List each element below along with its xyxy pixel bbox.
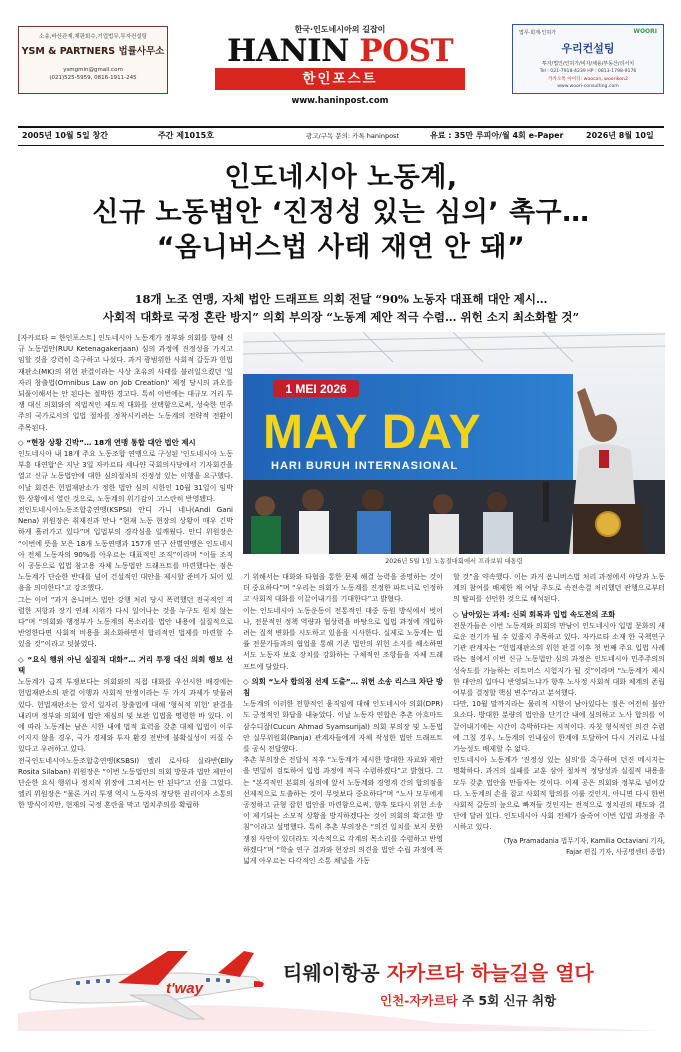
paragraph: 다만, 10월 말까지라는 물리적 시한이 남아있다는 점은 여전히 불안 요소다. 방대한 분량의 법안을 단기간 내에 심의하고 노사 합의를 이끌어내기에는 시간이 촉박하다는 지적이다. 자칫 형식적인 의견 수렴에 그칠 경우, 노동계의 인내심이 한계에 도달하여 다시 거리로 나설 가능성도 배제할 수 없다. [453,699,665,754]
law-firm-name: YSM & PARTNERS 법률사무소 [21,46,165,57]
banner-date: 1 MEI 2026 [285,382,347,396]
subscription-contact: 광고/구독 문의: 카톡 haninpost [306,132,399,140]
ad-title-airline: 티웨이항공 [283,961,387,985]
headline-line-2: 신규 노동법안 ‘진정성 있는 심의’ 촉구… [92,197,590,228]
paragraph: 이는 인도네시아 노동운동이 전통적인 대중 동원 방식에서 벗어나, 전문적인 정책 역량과 협상력을 바탕으로 입법 과정에 개입하려는 질적 변화를 시도하고 있음을 시사한다. 실제로 노동계는 법률 전문가들과의 협업을 통해 기존 법안의 위헌 소지를 해소하면서도 노동자 보호 장치를 강화하는 구체적인 조항들을 자체 드래프트에 담았다. [243,605,443,671]
paragraph: [자카르타 = 한인포스트] 인도네시아 노동계가 정부와 의회를 향해 신규 노동법안(RUU Ketenagakerjaan) 심의 과정에 진정성을 가지고 임할 것을 강력히 촉구하고 나섰다. 과거 광범위한 사회적 갈등과 헌법재판소(MK)의 위헌 판결이라는 사상 초유의 사태를 불러일으켰던 '일자리 창출법(Omnibus Law on Job Creation)' 제정 당시의 과오를 되풀이해서는 안 된다는 절박한 경고다. 특히 이번에는 대규모 거리 투쟁 대신 의회와의 적법적인 제도적 대화를 선택함으로써, 성숙한 민주주의 국가로서의 입법 절차를 정착시키려는 노동계의 전략적 전환이 주목된다. [18,333,233,432]
banner-subtitle: HARI BURUH INTERNASIONAL [271,460,459,472]
ad-sub-frequency: 주 5회 신규 취항 [457,993,557,1008]
article-column-3 [453,571,665,858]
issue-date: 2026년 8월 10일 [586,131,654,140]
ad-title-route: 자카르타 하늘길을 열다 [386,961,594,985]
paragraph: 인도네시아 내 18개 주요 노동조합 연맹으로 구성된 '인도네시아 노동부흥 대연합'은 지난 3일 자카르타 세나얀 국회의사당에서 기자회견을 열고 신규 노동법안에 대한 심의절차의 진정성 있는 이행을 요구했다. 이날 회견은 헌법재판소가 정한 법안 심의 시한인 10월 31일이 임박한 상황에서 열린 것으로, 노동계의 위기감이 고스란히 반영됐다. [18,449,233,503]
banner-may-day: MAY DAY [263,406,482,459]
info-rule [18,145,664,146]
law-firm-email: ysmgmin@gmail.com [63,67,123,73]
paragraph: 전인도네시아노동조합총연맹(KSPSI) 안디 가니 네나(Andi Gani Nena) 위원장은 취재진과 만나 “현재 노동 현장의 상황이 매우 긴박하게 흘러가고 있다”며 입법부의 경각심을 일깨웠다. 안디 위원장은 “이번에 뜻을 모은 18개 노동연맹과 157개 연구 산별연맹은 인도네시아 전체 노동자의 90%를 아우르는 대표적인 조직”이라며 “이들 조직이 공동으로 입법 참고용 자체 노동법안 드래프트를 마련했다는 점은 노동계가 단순한 반대를 넘어 건설적인 대안을 제시할 준비가 되어 있음을 의미한다”고 강조했다. [18,505,233,593]
section-heading: ◇ “요식 행위 아닌 실질적 대화”… 거리 투쟁 대신 의회 행보 선택 [18,654,233,675]
consulting-kakao: 카카오톡 아이디: woocon, woorikon2 [548,77,628,82]
ad-title [283,957,594,986]
headline-line-1: 인도네시아 노동계, [224,162,458,193]
subhead-line-1: 18개 노조 연맹, 자체 법안 드래프트 의회 전달 “90% 노동자 대표해 대안 제시… [134,292,548,306]
article-column-1 [18,332,233,811]
korean-name-bar: 한인포스트 [215,68,465,90]
section-heading: ◇ “현장 상황 긴박”… 18개 연맹 통합 대안 법안 제시 [18,437,196,447]
consulting-name: 우리컨설팅 [561,42,615,55]
newspaper-logo[interactable] [200,35,480,67]
law-firm-phone: (021)525-5959, 0816-1911-245 [49,75,137,81]
byline-2: Fajar 편집 기자, 사공명센터 종합) [566,847,665,856]
issue-number: 주간 제1015호 [158,131,214,140]
paragraph: 전문가들은 이번 노동계와 의회의 만남이 인도네시아 입법 문화의 새로운 전기가 될 수 있을지 주목하고 있다. 자카르타 소재 한 국책연구기관 관계자는 “헌법재판소의 위헌 판결 이후 첫 번째 주요 입법 사례라는 점에서 이번 신규 노동법안 심의 과정은 인도네시아 민주주의의 성숙도를 가늠하는 리트머스 시험지가 될 것”이라며 “노동계가 제시한 대안의 입마나 반영되느냐가 향후 노사정 사회적 대화 체계의 존립 여부를 결정할 핵심 변수”라고 분석했다. [453,620,665,698]
photo-caption: 2026년 5월 1일 노동절대회에서 프라보워 대통령 [385,558,523,565]
section-heading: ◇ 의회 “노사 합의점 선제 도출”… 위헌 소송 리스크 차단 방침 [243,676,443,698]
price: 유료 : 35만 루피아/월 4회 e-Paper [430,131,564,140]
law-firm-ad[interactable] [18,26,168,94]
consulting-ad[interactable] [512,24,664,94]
paragraph: 전국인도네시아노동조합총연맹(KSBSI) 엘리 로사타 실라반(Elly Rosita Silaban) 위원장은 “이번 노동법안의 의회 방문과 법안 제안이 단순한 요식 행위나 정치적 위장에 그쳐서는 안 된다”고 선을 그었다. 엘리 위원장은 “물론 거리 투쟁 역시 노동자의 정당한 권리이자 소통의 한 방식이지만, 현재의 국정 혼란을 막고 법치주의를 확립하 [18,755,233,810]
byline-1: (Tya Pramadania 법무기자, Kamilia Octaviani 기자, [503,836,665,845]
ad-subtitle [380,991,556,1009]
law-firm-services: 소송,바산관재,재판회수,기업법무,투자컨설팅 [39,34,147,40]
ad-sub-route: 인천-자카르타 [380,993,458,1008]
headline-line-3: “옴니버스법 사태 재연 안 돼” [156,232,526,263]
paragraph: 기 위해서는 대화와 타협을 통한 문제 해결 능력을 증명하는 것이 더 중요하다”며 “우리는 의회가 노동계를 진정한 파트너로 인정하고 사회적 대화를 이끌어내기를 기대한다”고 밝혔다. [243,572,443,604]
masthead-tagline: 한국·인도네시아의 길잡이 [294,25,386,34]
consulting-phone: Tel : 021-7918-4239 HP : 0813-1798-9176 [539,69,637,74]
paragraph: 추촌 부의장은 전달식 직후 “노동계가 제시한 방대한 자료와 제안을 면밀히 검토하여 입법 과정에 적극 수렴하겠다”고 밝혔다. 그는 “본격적인 본회의 심의에 앞서 노동계와 경영계 간의 합의점을 선제적으로 도출하는 것이 무엇보다 중요하다”며 “노사 모두에게 공정하고 균형 잡힌 법안을 마련함으로써, 향후 또다시 위헌 소송이 제기되는 소모적 상황을 방지하겠다는 것이 의회의 확고한 방침”이라고 설명했다. 특히 추촌 부의장은 “의견 일치를 보지 못한 쟁점 사안이 있더라도 지속적으로 각계의 목소리를 수렴하고 반영하겠다”며 “학술 연구 결과와 현장의 의견을 법안 수립 과정에 폭넓게 아우르는 다각적인 소통 채널을 가동 [243,755,443,866]
tway-logo: t'way [166,980,203,997]
consulting-category: 법무·회계·인허가 [519,30,556,36]
paragraph: 할 것”을 약속했다. 이는 과거 옴니버스법 처리 과정에서 야당과 노동계의 참여를 배제한 채 여당 주도로 속전속결 처리했던 관행으로부터의 탈피를 선언한 것으로 해석된다. [453,572,665,604]
paragraph: 노동계의 이러한 전향적인 움직임에 대해 인도네시아 의회(DPR)도 긍정적인 화답을 내놓았다. 이날 노동자 연합은 추촌 아흐마드 삼수디잘(Cucun Ahmad Syamsurijal) 의회 부의장 및 노동법안 실무위원회(Panja) 관계자들에게 자체 작성한 법안 드래프트를 공식 전달했다. [243,699,443,754]
section-heading: ◇ 남아있는 과제: 신뢰 회복과 입법 속도전의 조화 [453,609,616,619]
article-column-2 [243,571,443,866]
consulting-web: www.woori-consulting.com [557,84,619,89]
subheadline [18,290,664,326]
consulting-services: 투자/법인/인허가/비자/채용/부동산/리서치 [541,61,635,67]
founded-date: 2005년 10월 5일 창간 [22,131,108,140]
logo-post: POST [359,33,454,69]
headline [18,160,664,265]
woori-logo: WOORI [633,28,657,35]
issue-info-bar [18,130,664,142]
logo-hanin: HANIN [226,33,360,69]
paragraph: 노동계가 급격 투쟁보다는 의회와의 직접 대화를 우선시한 배경에는 헌법재판소의 판결 이행과 사회적 안정이라는 두 가지 과제가 맞물려 있다. 헌법재판소는 앞서 일자리 창출법에 대해 '형식적 위헌' 판결을 내리며 정부와 의회에 법안 재심의 및 보완 입법을 명령한 바 있다. 이에 따라 노동계는 남은 시한 내에 법적 효력을 갖춘 대체 입법이 이루어지지 않을 경우, 국가 경제와 투자 환경 전반에 불확실성이 커질 수 있다고 우려하고 있다. [18,677,233,754]
website-url[interactable]: www.haninpost.com [291,96,389,106]
masthead [200,8,480,118]
paragraph: 인도네시아 노동계가 '진정성 있는 심의'를 촉구하며 던진 메시지는 명확하다. 과거의 실패를 교훈 삼아 절차적 정당성과 실질적 내용을 모두 갖춘 법안을 만들자는 것이다. 이제 공은 의회와 정부로 넘어갔다. 노동계의 손을 잡고 사회적 합의를 이룰 것인지, 아니면 다시 한번 사회적 갈등의 늪으로 빠져들 것인지는 전적으로 정치권의 태도와 결단에 달려 있다. 인도네시아 사회 전체가 숨죽여 이번 입법 과정을 주시하고 있다. [453,755,665,832]
subhead-line-2: 사회적 대화로 국정 혼란 방지” 의회 부의장 “노동계 제안 적극 수렴… 위헌 소지 최소화할 것” [102,310,580,324]
paragraph: 그는 이어 “과거 옴니버스 법안 강행 처리 당시 폭력했던 전국적인 격렬한 저항과 장기 연쇄 시위가 다시 일어나는 것을 누구도 원치 않는다”며 “의회와 행정부가 노동계의 목소리를 법안 내용에 실질적으로 반영한다면 사회적 비용을 최소화하면서 합리적인 법제를 마련할 수 있을 것”이라고 덧붙였다. [18,594,233,649]
tway-airline-ad[interactable] [18,943,664,1031]
top-rule [18,126,664,128]
may-day-photo[interactable] [243,332,665,554]
